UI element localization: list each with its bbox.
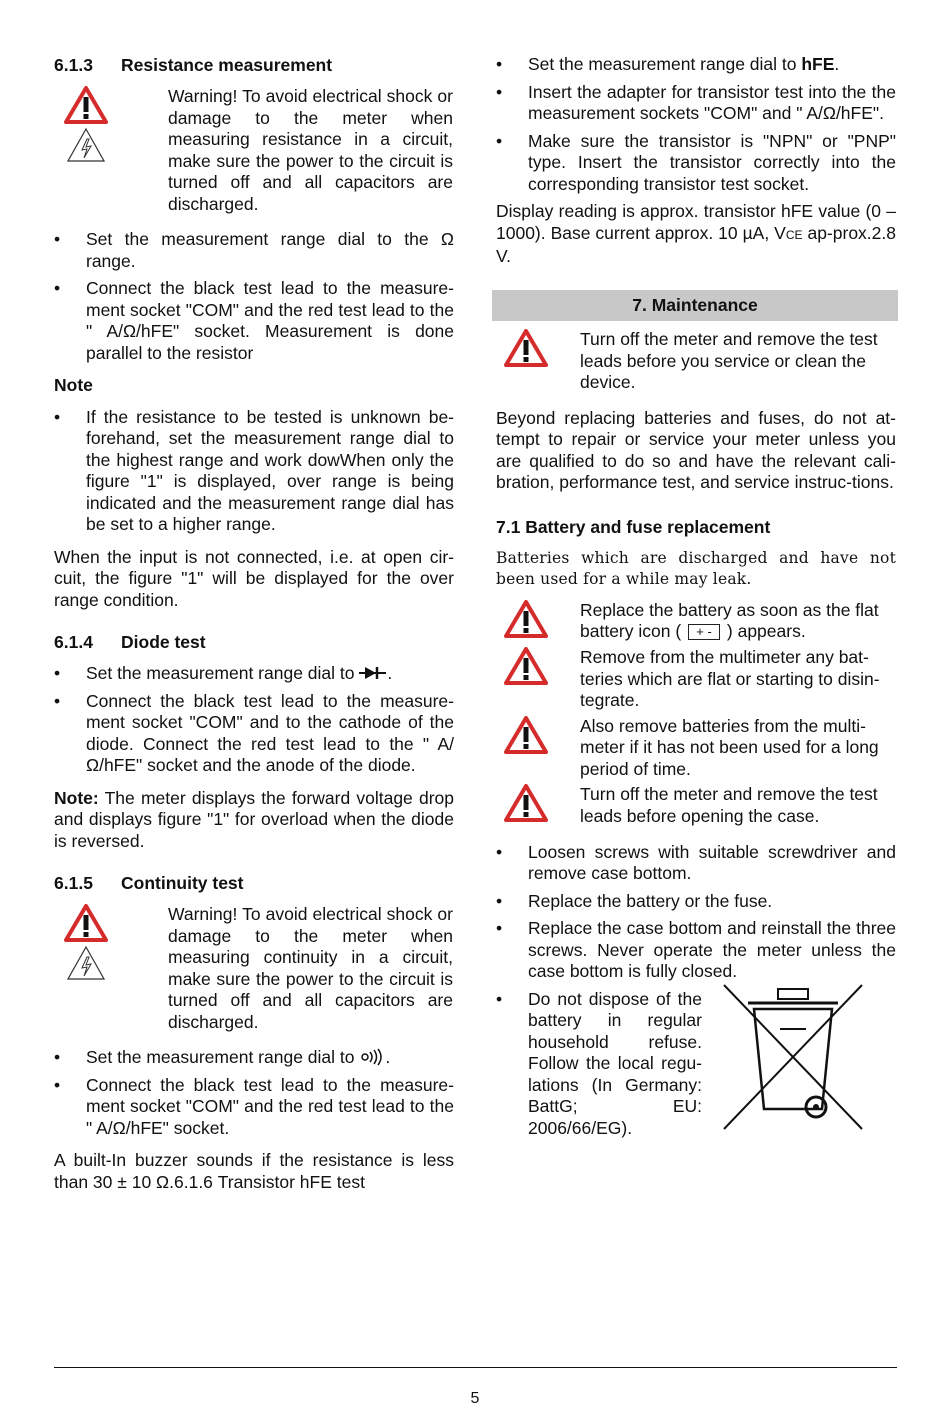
list-item: • Do not dispose of the battery in regular household refuse. Follow the local regu-lations (In Germany: BattG; EU: 2006/66/EG).	[496, 989, 702, 1140]
maintenance-header: 7. Maintenance	[492, 290, 898, 322]
battery-warning-3: Also remove batteries from the multi-meter if it has not been used for a long period of time.	[496, 716, 896, 781]
list-item: • Insert the adapter for transistor test into the the measurement sockets "COM" and " A/Ω/hFE".	[496, 82, 896, 125]
list-item: • Replace the case bottom and reinstall the three screws. Never operate the meter unless the case bottom is fully closed.	[496, 918, 896, 983]
battery-steps	[496, 842, 896, 983]
note-label: Note	[54, 375, 93, 395]
electric-shock-icon	[67, 128, 105, 162]
maintenance-paragraph: Beyond replacing batteries and fuses, do not at-tempt to repair or service your meter unless you are qualified to do so and have the relevant cali-bration, performance test, and service instruc-tions.	[496, 407, 896, 492]
buzzer-icon	[359, 1048, 385, 1066]
battery-leak-paragraph: Batteries which are discharged and have not been used for a while may leak.	[496, 548, 896, 588]
list-item: • Loosen screws with suitable screwdriver and remove case bottom.	[496, 842, 896, 885]
list-item: • Connect the black test lead to the measure-ment socket "COM" and to the cathode of the diode. Connect the red test lead to the " A/Ω/hFE" socket and the anode of the diode.	[54, 691, 454, 777]
disposal-item	[496, 989, 896, 1146]
list-item: • Connect the black test lead to the measure-ment socket "COM" and the red test lead to the " A/Ω/hFE" socket. Measurement is done parallel to the resistor	[54, 278, 454, 364]
diode-steps	[54, 663, 454, 777]
electric-shock-icon	[67, 946, 105, 980]
warning-triangle-icon	[504, 329, 548, 367]
section-6-1-4-heading: 6.1.4 Diode test	[54, 632, 206, 652]
crossed-out-bin-icon	[718, 981, 868, 1131]
list-item: • Set the measurement range dial to hFE.	[496, 54, 896, 76]
battery-warning-2: Remove from the multimeter any bat-teries which are flat or starting to disin-tegrate.	[496, 647, 896, 712]
footer-divider	[54, 1367, 897, 1368]
list-item: • Make sure the transistor is "NPN" or "PNP" type. Insert the transistor correctly into the corresponding transistor test socket.	[496, 131, 896, 196]
resistance-steps	[54, 229, 454, 364]
list-item: • If the resistance to be tested is unknown be-forehand, set the measurement range dial to the highest range and work dowWhen only the figure "1" is displayed, over range is being indicated and the measurement range dial has be set to a higher range.	[54, 407, 454, 536]
right-column	[496, 54, 896, 1145]
warning-triangle-icon	[64, 86, 108, 124]
hfe-steps	[496, 54, 896, 195]
list-item: • Set the measurement range dial to the Ω range.	[54, 229, 454, 272]
list-item: • Set the measurement range dial to .	[54, 1047, 454, 1069]
section-6-1-3-heading: 6.1.3 Resistance measurement	[54, 55, 333, 75]
continuity-steps	[54, 1047, 454, 1139]
warning-triangle-icon	[504, 647, 548, 685]
open-circuit-paragraph: When the input is not connected, i.e. at open cir-cuit, the figure "1" will be displayed for the over range condition.	[54, 546, 454, 610]
section-7-1-heading: 7.1 Battery and fuse replacement	[496, 516, 771, 537]
battery-warning-1: Replace the battery as soon as the flat battery icon ( + - ) appears.	[496, 600, 896, 644]
diode-note: Note: The meter displays the forward voltage drop and displays figure "1" for overload when the diode is reversed.	[54, 787, 455, 851]
warning-triangle-icon	[64, 904, 108, 942]
left-column	[54, 54, 454, 1204]
battery-warning-4: Turn off the meter and remove the test leads before opening the case.	[496, 784, 896, 828]
hfe-display-paragraph: Display reading is approx. transistor hFE value (0 – 1000). Base current approx. 10 µA, VCE ap-prox.2.8 V.	[496, 201, 896, 266]
continuity-warning	[54, 904, 454, 1033]
resistance-note-list	[54, 407, 454, 536]
list-item: • Set the measurement range dial to .	[54, 663, 454, 685]
battery-icon: + -	[688, 624, 720, 640]
diode-icon	[359, 666, 387, 680]
list-item: • Replace the battery or the fuse.	[496, 891, 896, 913]
resistance-warning-text: Warning! To avoid electrical shock or damage to the meter when measuring resistance in a circuit, make sure the power to the circuit is turned off and all capacitors are discharged.	[168, 86, 453, 214]
page-number: 5	[470, 1390, 480, 1407]
warning-triangle-icon	[504, 600, 548, 638]
buzzer-paragraph: A built-In buzzer sounds if the resistance is less than 30 ± 10 Ω.6.1.6 Transistor hFE test	[54, 1150, 454, 1192]
warning-triangle-icon	[504, 784, 548, 822]
maintenance-warning: Turn off the meter and remove the test leads before you service or clean the device.	[496, 329, 896, 394]
section-6-1-5-heading: 6.1.5 Continuity test	[54, 873, 244, 893]
list-item: • Connect the black test lead to the measure-ment socket "COM" and the red test lead to the " A/Ω/hFE" socket.	[54, 1075, 454, 1140]
resistance-warning	[54, 86, 454, 215]
warning-triangle-icon	[504, 716, 548, 754]
continuity-warning-text: Warning! To avoid electrical shock or damage to the meter when measuring continuity in a circuit, make sure the power to the circuit is turned off and all capacitors are discharged.	[168, 904, 453, 1032]
